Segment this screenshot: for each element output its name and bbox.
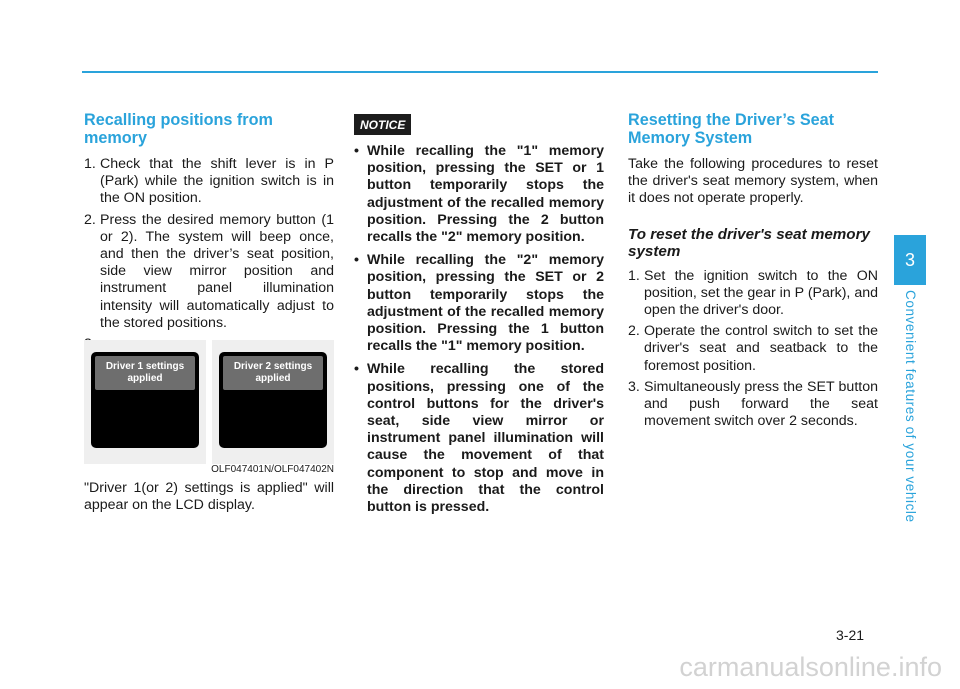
left-column — [84, 112, 334, 514]
recall-steps-list — [84, 156, 334, 332]
reset-step-1: 1. Set the ignition switch to the ON position, set the gear in P (Park), and open the driver's door. — [628, 267, 878, 319]
lcd-display-figure — [84, 340, 334, 475]
chapter-number-tab: 3 — [894, 235, 926, 285]
recall-step-2: 2. Press the desired memory button (1 or 2). The system will beep once, and then the driver’s seat position, side view mirror position and instrument panel illumination intensity will automatically adjust to the stored positions. — [84, 211, 334, 331]
lcd-screen — [91, 352, 199, 448]
top-divider — [82, 71, 878, 73]
watermark: carmanualsonline.info — [679, 652, 942, 682]
recalling-positions-heading: Recalling positions from memory — [84, 111, 273, 147]
page-number: 3-21 — [836, 627, 865, 643]
bullet-icon: • — [354, 143, 359, 159]
notice-list — [354, 143, 604, 516]
chapter-title-text: Convenient features of your vehicle — [903, 290, 918, 523]
lcd-screen — [219, 352, 327, 448]
lcd-message-driver-2: Driver 2 settings applied — [223, 356, 323, 390]
bullet-icon: • — [354, 252, 359, 269]
resetting-heading: Resetting the Driver’s Seat Memory System — [628, 111, 835, 147]
notice-item: • While recalling the stored positions, pressing one of the control buttons for the driver's seat, side view mirror or instrument panel illumination will cause the movement of that component to stop and move in the direction that the control button is pressed. — [354, 361, 604, 516]
reset-step-2: 2. Operate the control switch to set the driver's seat and seatback to the foremost position. — [628, 323, 878, 374]
recall-step-1: 1. Check that the shift lever is in P (Park) while the ignition switch is in the ON position. — [84, 156, 334, 207]
lcd-panel-driver-2 — [212, 340, 334, 464]
reset-intro: Take the following procedures to reset the driver's seat memory system, when it does not operate properly. — [628, 156, 878, 207]
notice-badge: NOTICE — [354, 114, 411, 135]
notice-item: • While recalling the "1" memory position, pressing the SET or 1 button temporarily stops the adjustment of the recalled memory position. Pressing the 2 button recalls the "2" memory position. — [354, 143, 604, 246]
lcd-panel-driver-1 — [84, 340, 206, 464]
reset-subheading: To reset the driver's seat memory system — [628, 225, 870, 261]
right-column — [628, 112, 878, 434]
lcd-message-driver-1: Driver 1 settings applied — [95, 356, 195, 390]
middle-column — [354, 112, 604, 522]
bullet-icon: • — [354, 361, 359, 378]
reset-steps-list — [628, 268, 878, 431]
lcd-caption: "Driver 1(or 2) settings is applied" will appear on the LCD display. — [84, 480, 334, 514]
notice-item: • While recalling the "2" memory position, pressing the SET or 2 button temporarily stops the adjustment of the recalled memory position. Pressing the 1 button recalls the "1" memory position. — [354, 252, 604, 355]
reset-step-3: 3. Simultaneously press the SET button and push forward the seat movement switch over 2 seconds. — [628, 378, 878, 430]
figure-code: OLF047401N/OLF047402N — [211, 463, 334, 475]
